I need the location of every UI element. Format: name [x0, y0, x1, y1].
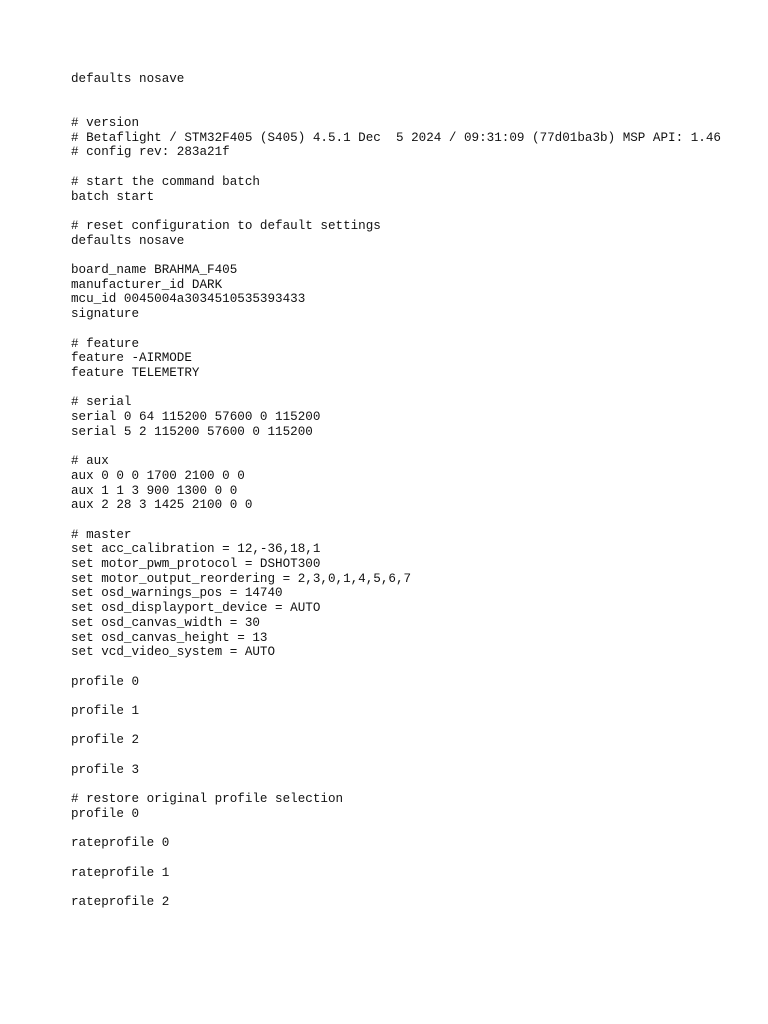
config-line [71, 822, 731, 837]
config-line: # serial [71, 395, 132, 410]
config-line: profile 1 [71, 704, 140, 719]
config-line [71, 101, 731, 116]
config-line: manufacturer_id DARK [71, 277, 223, 292]
config-line: set acc_calibration = 12,-36,18,1 [71, 542, 321, 557]
config-line [71, 439, 731, 454]
config-line: rateprofile 0 [71, 836, 170, 851]
config-line [71, 851, 731, 866]
config-line: defaults nosave [71, 72, 185, 86]
config-line: profile 0 [71, 806, 140, 821]
config-line: feature -AIRMODE [71, 351, 192, 366]
config-line: set osd_warnings_pos = 14740 [71, 586, 283, 601]
config-line: serial 0 64 115200 57600 0 115200 [71, 410, 321, 425]
config-line: set motor_output_reordering = 2,3,0,1,4,5,6,7 [71, 571, 412, 586]
config-line: # feature [71, 336, 140, 351]
config-line [71, 513, 731, 528]
config-line: # master [71, 527, 132, 542]
config-line: mcu_id 0045004a3034510535393433 [71, 292, 306, 307]
config-line: set osd_canvas_width = 30 [71, 615, 260, 630]
config-line: # reset configuration to default settings [71, 218, 381, 233]
config-line: rateprofile 1 [71, 865, 170, 880]
config-line: # aux [71, 454, 109, 469]
config-line: aux 0 0 0 1700 2100 0 0 [71, 468, 245, 483]
config-line [71, 204, 731, 219]
config-line: set osd_canvas_height = 13 [71, 630, 268, 645]
config-line: feature TELEMETRY [71, 365, 200, 380]
config-line [71, 322, 731, 337]
config-line [71, 778, 731, 793]
config-line: # config rev: 283a21f [71, 145, 230, 160]
config-line: profile 3 [71, 762, 140, 777]
config-line: profile 0 [71, 674, 140, 689]
config-line [71, 689, 731, 704]
config-line: set motor_pwm_protocol = DSHOT300 [71, 557, 321, 572]
config-line: # version [71, 116, 140, 131]
config-line: set vcd_video_system = AUTO [71, 645, 276, 660]
config-line [71, 87, 731, 102]
config-line: aux 2 28 3 1425 2100 0 0 [71, 498, 253, 513]
config-line: batch start [71, 189, 155, 204]
config-line [71, 880, 731, 895]
config-line [71, 381, 731, 396]
config-line [71, 660, 731, 675]
config-line [71, 748, 731, 763]
config-line [71, 719, 731, 734]
config-line: profile 2 [71, 733, 140, 748]
config-line: # Betaflight / STM32F405 (S405) 4.5.1 Dec 5 2024 / 09:31:09 (77d01ba3b) MSP API: 1.46 [71, 130, 721, 145]
config-line: # restore original profile selection [71, 792, 344, 807]
config-line: aux 1 1 3 900 1300 0 0 [71, 483, 238, 498]
config-line: defaults nosave [71, 233, 185, 248]
config-line [71, 248, 731, 263]
config-line: board_name BRAHMA_F405 [71, 263, 238, 278]
config-line: rateprofile 2 [71, 895, 170, 910]
config-line: signature [71, 307, 140, 322]
config-line [71, 160, 731, 175]
config-dump-text [71, 72, 731, 910]
config-line: set osd_displayport_device = AUTO [71, 601, 321, 616]
config-line: serial 5 2 115200 57600 0 115200 [71, 424, 313, 439]
config-line: # start the command batch [71, 174, 260, 189]
